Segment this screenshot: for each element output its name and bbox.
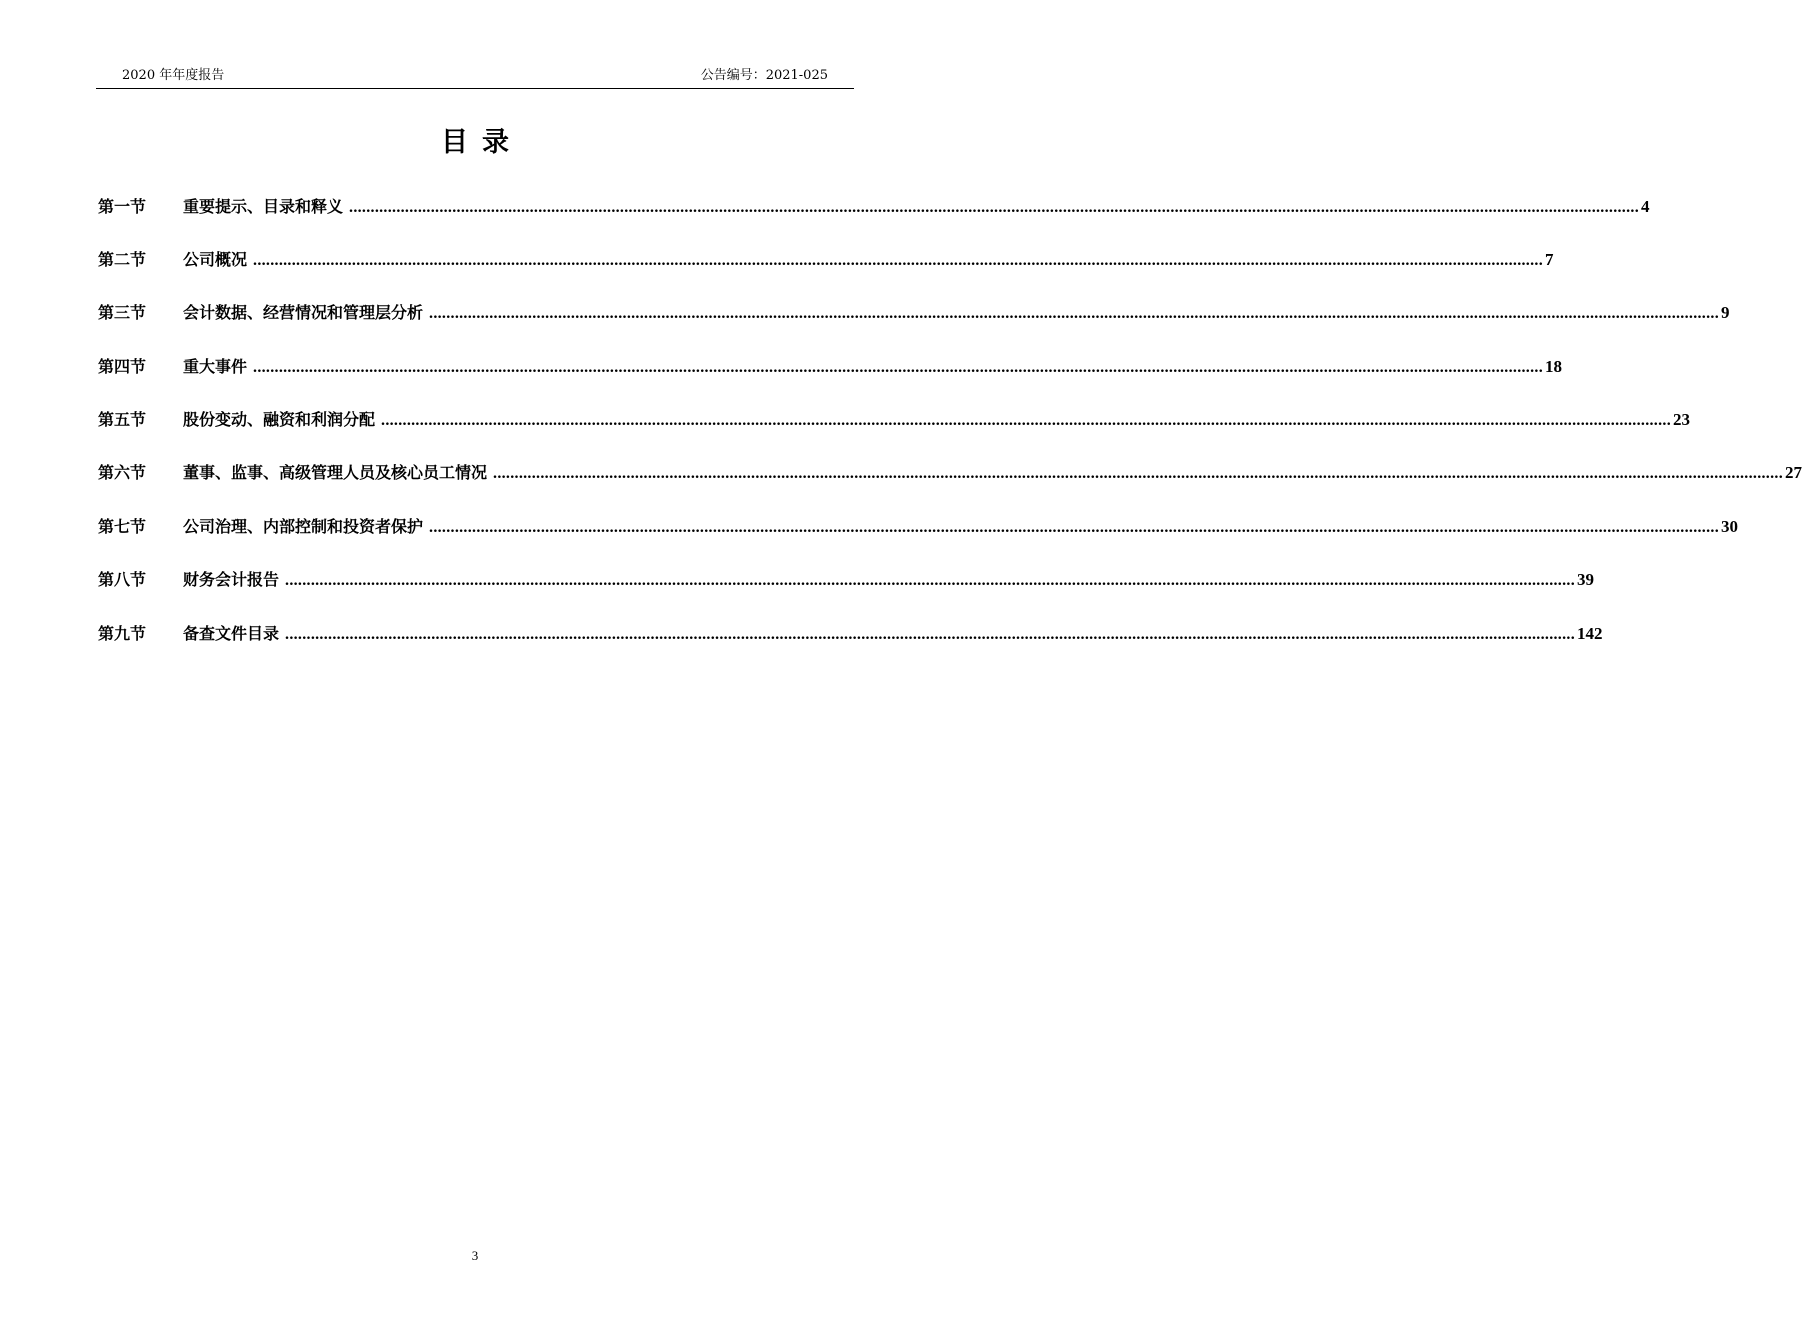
toc-dot-leader: ............................................................................................................................................................................................................................................................................................................ xyxy=(381,412,1672,429)
toc-dot-leader: ............................................................................................................................................................................................................................................................................................................ xyxy=(285,626,1576,643)
toc-entry[interactable] xyxy=(98,190,1650,224)
toc-entry-label: 财务会计报告 xyxy=(183,570,280,589)
page-header xyxy=(96,66,854,89)
announcement-number: 公告编号：2021-025 xyxy=(700,68,828,83)
toc-entry-label: 重大事件 xyxy=(183,357,248,376)
toc-section-number: 第三节 xyxy=(98,303,147,322)
toc-page-number: 7 xyxy=(1545,250,1554,269)
toc-dot-leader: ............................................................................................................................................................................................................................................................................................................ xyxy=(349,199,1640,216)
toc-entry[interactable] xyxy=(98,243,1554,277)
toc-entry[interactable] xyxy=(98,403,1691,437)
toc-dot-leader: ............................................................................................................................................................................................................................................................................................................ xyxy=(253,252,1544,269)
toc-entry[interactable] xyxy=(98,296,1730,330)
toc-entry[interactable] xyxy=(98,456,1802,490)
toc-dot-leader: ............................................................................................................................................................................................................................................................................................................ xyxy=(429,519,1720,536)
toc-section-number: 第一节 xyxy=(98,197,147,216)
toc-dot-leader: ............................................................................................................................................................................................................................................................................................................ xyxy=(429,305,1720,322)
page-number: 3 xyxy=(471,1248,479,1263)
toc-title: 目录 xyxy=(441,127,523,158)
toc-dot-leader: ............................................................................................................................................................................................................................................................................................................ xyxy=(493,465,1784,482)
toc-section-number: 第九节 xyxy=(98,624,147,643)
toc-entry-label: 重要提示、目录和释义 xyxy=(183,197,344,216)
toc-entry-label: 公司概况 xyxy=(183,250,248,269)
toc-section-number: 第二节 xyxy=(98,250,147,269)
toc-page-number: 4 xyxy=(1641,197,1650,216)
toc-page-number: 9 xyxy=(1721,303,1730,322)
toc-dot-leader: ............................................................................................................................................................................................................................................................................................................ xyxy=(253,359,1544,376)
toc-page-number: 18 xyxy=(1545,357,1563,376)
toc-entry-label: 备查文件目录 xyxy=(183,624,280,643)
toc-dot-leader: ............................................................................................................................................................................................................................................................................................................ xyxy=(285,572,1576,589)
toc-page-number: 27 xyxy=(1785,463,1802,482)
toc-page-number: 23 xyxy=(1673,410,1691,429)
toc-entry[interactable] xyxy=(98,617,1603,651)
toc-entry[interactable] xyxy=(98,563,1595,597)
toc-section-number: 第六节 xyxy=(98,463,147,482)
report-title: 2020 年年度报告 xyxy=(122,68,225,83)
toc-entry[interactable] xyxy=(98,510,1739,544)
toc-page-number: 30 xyxy=(1721,517,1739,536)
toc-entry[interactable] xyxy=(98,350,1563,384)
toc-entry-label: 公司治理、内部控制和投资者保护 xyxy=(183,517,424,536)
toc-section-number: 第五节 xyxy=(98,410,147,429)
toc-section-number: 第七节 xyxy=(98,517,147,536)
toc-page-number: 142 xyxy=(1577,624,1603,643)
toc-entry-label: 股份变动、融资和利润分配 xyxy=(183,410,376,429)
toc-entry-label: 会计数据、经营情况和管理层分析 xyxy=(183,303,424,322)
toc-section-number: 第四节 xyxy=(98,357,147,376)
toc-entry-label: 董事、监事、高级管理人员及核心员工情况 xyxy=(183,463,488,482)
toc-section-number: 第八节 xyxy=(98,570,147,589)
toc-page-number: 39 xyxy=(1577,570,1595,589)
